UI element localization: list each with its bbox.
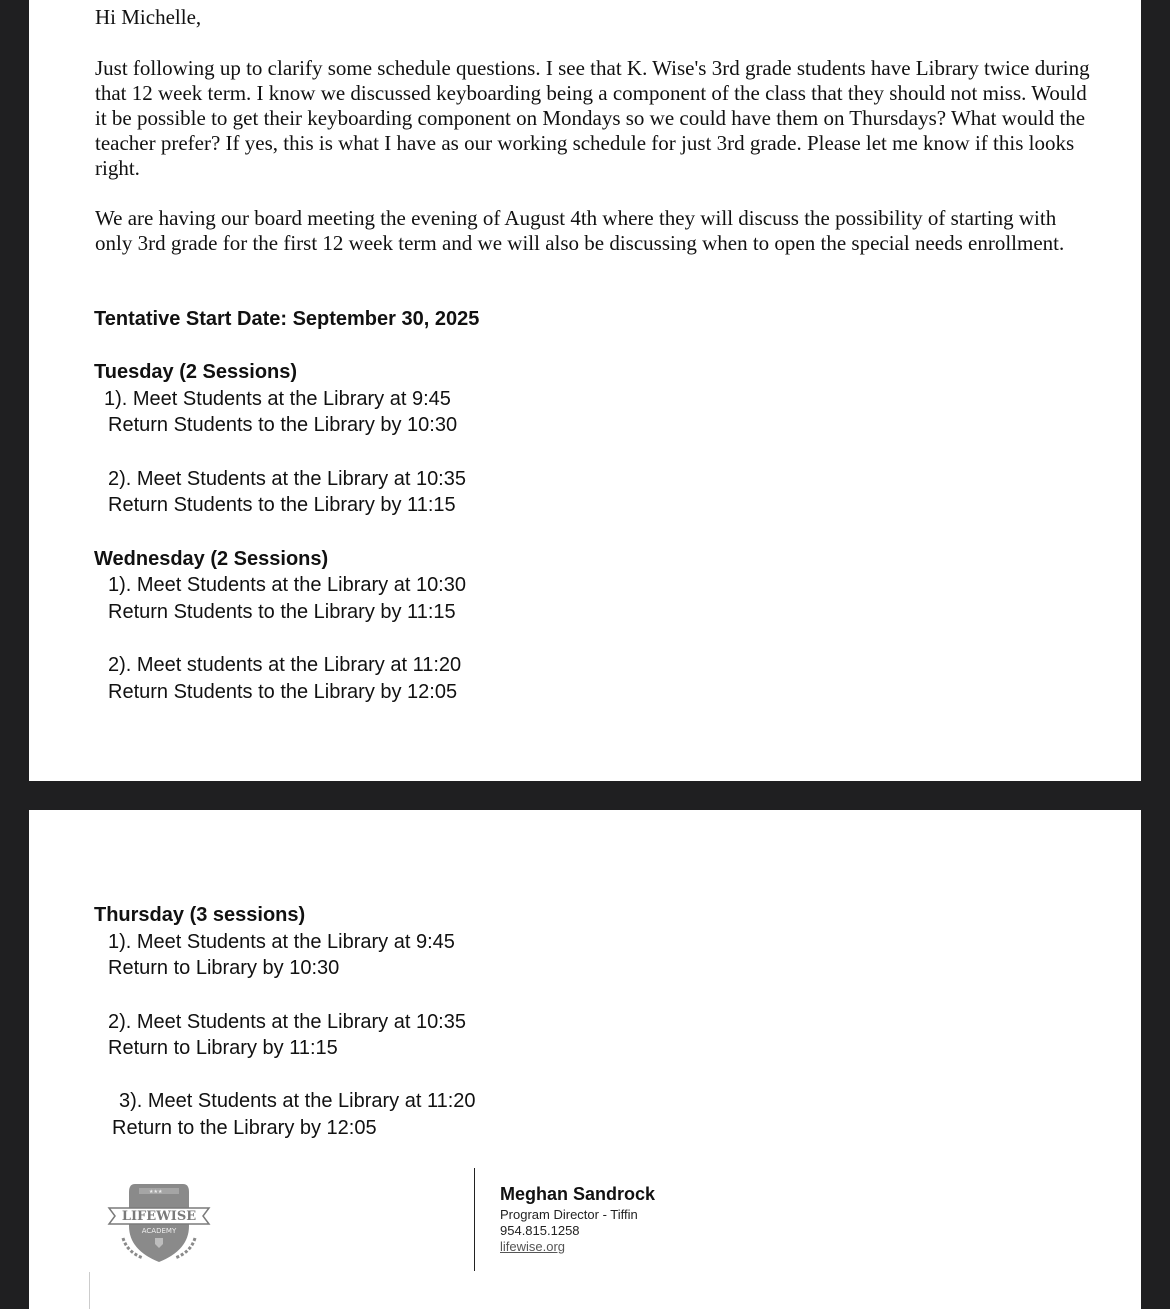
- page-edge-marker: [89, 1272, 90, 1309]
- greeting: Hi Michelle,: [95, 5, 202, 29]
- shield-icon: [103, 1178, 215, 1268]
- wednesday-session-2-meet: 2). Meet students at the Library at 11:20: [108, 654, 462, 676]
- tuesday-session-1-return: Return Students to the Library by 10:30: [108, 414, 458, 436]
- thursday-session-1-return: Return to Library by 10:30: [108, 957, 340, 979]
- tuesday-session-1-meet: 1). Meet Students at the Library at 9:45: [104, 388, 451, 410]
- signature-phone: 954.815.1258: [500, 1223, 580, 1238]
- thursday-session-3-return: Return to the Library by 12:05: [112, 1117, 377, 1139]
- signature-website-link[interactable]: lifewise.org: [500, 1239, 566, 1254]
- tuesday-session-2-meet: 2). Meet Students at the Library at 10:35: [108, 468, 466, 490]
- thursday-session-2-return: Return to Library by 11:15: [108, 1037, 338, 1059]
- document-page-2: [29, 810, 1141, 1309]
- tuesday-heading: Tuesday (2 Sessions): [94, 361, 298, 383]
- thursday-session-3-meet: 3). Meet Students at the Library at 11:20: [119, 1090, 476, 1112]
- thursday-heading: Thursday (3 sessions): [94, 904, 306, 926]
- svg-text:ACADEMY: ACADEMY: [141, 1227, 177, 1235]
- tuesday-session-2-return: Return Students to the Library by 11:15: [108, 494, 456, 516]
- wednesday-session-1-meet: 1). Meet Students at the Library at 10:30: [108, 574, 466, 596]
- signature-divider: [474, 1168, 475, 1271]
- wednesday-heading: Wednesday (2 Sessions): [94, 548, 329, 570]
- thursday-session-2-meet: 2). Meet Students at the Library at 10:35: [108, 1011, 466, 1033]
- wednesday-session-2-return: Return Students to the Library by 12:05: [108, 681, 458, 703]
- svg-text:LIFEWISE: LIFEWISE: [121, 1209, 197, 1224]
- paragraph-board-meeting: We are having our board meeting the evening of August 4th where they will discuss the possibility of starting with only 3rd grade for the first 12 week term and we will also be discussing when to open the special needs enrollment.: [95, 206, 1065, 255]
- signature-name: Meghan Sandrock: [500, 1184, 656, 1204]
- svg-text:★★★: ★★★: [149, 1189, 163, 1195]
- lifewise-academy-logo: [103, 1178, 215, 1268]
- signature-title: Program Director - Tiffin: [500, 1207, 638, 1222]
- wednesday-session-1-return: Return Students to the Library by 11:15: [108, 601, 456, 623]
- paragraph-schedule-questions: Just following up to clarify some schedule questions. I see that K. Wise's 3rd grade students have Library twice during that 12 week term. I know we discussed keyboarding being a component of the class that they should not miss. Would it be possible to get their keyboarding component on Mondays so we could have them on Thursdays? What would the teacher prefer? If yes, this is what I have as our working schedule for just 3rd grade. Please let me know if this looks right.: [95, 56, 1090, 180]
- thursday-session-1-meet: 1). Meet Students at the Library at 9:45: [108, 931, 455, 953]
- document-page-1: [29, 0, 1141, 781]
- start-date: Tentative Start Date: September 30, 2025: [94, 308, 480, 330]
